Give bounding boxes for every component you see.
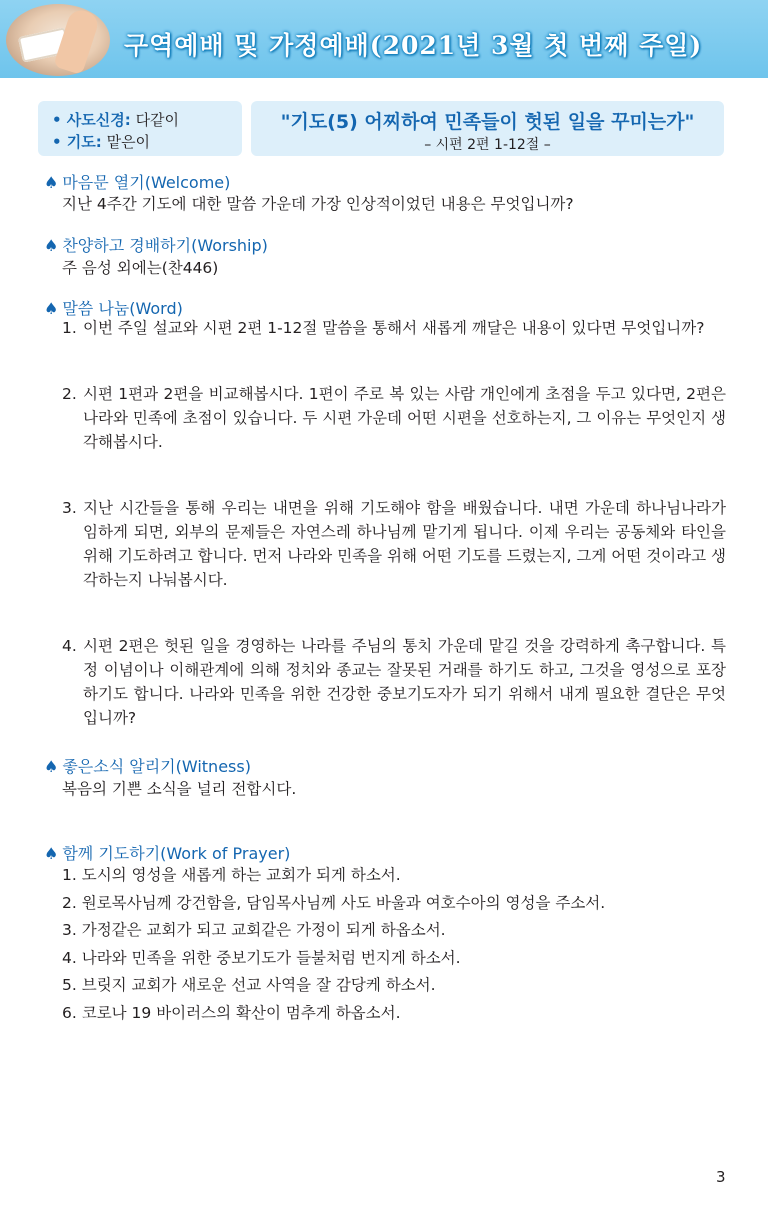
sermon-reference: – 시편 2편 1-12절 –: [424, 137, 551, 153]
section-prayer-heading: [44, 841, 290, 864]
creed-value: 다같이: [135, 111, 180, 129]
prayer-item-1: 1. 도시의 영성을 새롭게 하는 교회가 되게 하소서.: [62, 866, 401, 884]
prayer-item-6: 6. 코로나 19 바이러스의 확산이 멈추게 하옵소서.: [62, 1004, 401, 1022]
prayer-label: • 기도:: [52, 133, 102, 151]
praying-hands-bible-image: [6, 4, 110, 76]
section-welcome-heading: [44, 170, 230, 193]
item-number: 4.: [62, 637, 77, 655]
page-number: 3: [716, 1168, 726, 1186]
prayer-item-3: 3. 가정같은 교회가 되고 교회같은 가정이 되게 하옵소서.: [62, 921, 446, 939]
section-witness-heading: [44, 754, 251, 777]
header-banner: [0, 0, 768, 78]
heading-text: 마음문 열기(Welcome): [62, 173, 231, 192]
word-item-1: [62, 316, 726, 340]
hand-shape: [53, 7, 101, 75]
heading-text: 함께 기도하기(Work of Prayer): [62, 844, 291, 863]
spade-icon: ♠: [44, 757, 59, 776]
sermon-title: "기도(5) 어찌하여 민족들이 헛된 일을 꾸미는가": [280, 111, 695, 133]
heading-text: 말씀 나눔(Word): [62, 299, 183, 318]
item-number: 1.: [62, 319, 77, 337]
creed-row: [52, 109, 179, 130]
section-worship-heading: [44, 233, 268, 256]
heading-text: 찬양하고 경배하기(Worship): [62, 236, 268, 255]
info-box: [38, 101, 242, 156]
creed-label: • 사도신경:: [52, 111, 131, 129]
item-text: 지난 시간들을 통해 우리는 내면을 위해 기도해야 함을 배웠습니다. 내면 가운데 하나님나라가 임하게 되면, 외부의 문제들은 자연스레 하나님께 맡기게 됩니다. 이제 우리는 공동체와 타인을 위해 기도하려고 합니다. 먼저 나라와 민족을 위해 어떤 기도를 드렸는지, 그게 어떤 것이라고 생각하는지 나눠봅시다.: [83, 499, 726, 589]
witness-text: 복음의 기쁜 소식을 널리 전합시다.: [62, 780, 297, 798]
prayer-item-4: 4. 나라와 민족을 위한 중보기도가 들불처럼 번지게 하소서.: [62, 949, 461, 967]
item-number: 3.: [62, 499, 77, 517]
spade-icon: ♠: [44, 299, 59, 318]
word-item-2: [62, 382, 726, 454]
item-number: 2.: [62, 385, 77, 403]
prayer-value: 맡은이: [106, 133, 151, 151]
welcome-text: 지난 4주간 기도에 대한 말씀 가운데 가장 인상적이었던 내용은 무엇입니까?: [62, 195, 574, 213]
item-text: 시편 2편은 헛된 일을 경영하는 나라를 주님의 통치 가운데 맡길 것을 강력하게 촉구합니다. 특정 이념이나 이해관계에 의해 정치와 종교는 잘못된 거래를 하기도 하고, 그것을 영성으로 포장하기도 합니다. 나라와 민족을 위한 건강한 중보기도자가 되기 위해서 내게 필요한 결단은 무엇입니까?: [83, 637, 726, 727]
spade-icon: ♠: [44, 173, 59, 192]
word-item-3: [62, 496, 726, 592]
prayer-item-5: 5. 브릿지 교회가 새로운 선교 사역을 잘 감당케 하소서.: [62, 976, 436, 994]
word-item-4: [62, 634, 726, 730]
heading-text: 좋은소식 알리기(Witness): [62, 757, 251, 776]
item-text: 이번 주일 설교와 시편 2편 1-12절 말씀을 통해서 새롭게 깨달은 내용이 있다면 무엇입니까?: [83, 319, 705, 337]
spade-icon: ♠: [44, 844, 59, 863]
page-title: 구역예배 및 가정예배(2021년 3월 첫 번째 주일): [124, 31, 703, 60]
spade-icon: ♠: [44, 236, 59, 255]
worship-text: 주 음성 외에는(찬446): [62, 259, 219, 277]
item-text: 시편 1편과 2편을 비교해봅시다. 1편이 주로 복 있는 사람 개인에게 초점을 두고 있다면, 2편은 나라와 민족에 초점이 있습니다. 두 시편 가운데 어떤 시편을 선호하는지, 그 이유는 무엇인지 생각해봅시다.: [83, 385, 726, 451]
sermon-box: [251, 101, 724, 156]
prayer-item-2: 2. 원로목사님께 강건함을, 담임목사님께 사도 바울과 여호수아의 영성을 주소서.: [62, 894, 606, 912]
prayer-row: [52, 131, 150, 152]
